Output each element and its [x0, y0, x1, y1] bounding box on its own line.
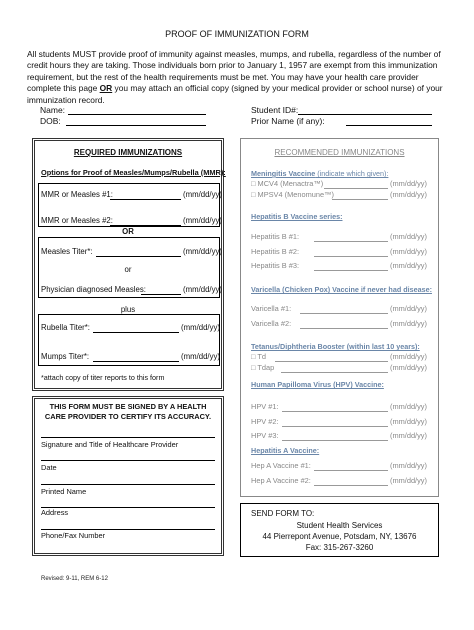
phone-fax-label: Phone/Fax Number — [41, 531, 106, 540]
varicella2-suffix: (mm/dd/yy) — [390, 319, 427, 328]
required-header: REQUIRED IMMUNIZATIONS — [73, 148, 183, 157]
physician-field[interactable] — [141, 285, 181, 295]
measles-titer-suffix: (mm/dd/yy) — [183, 247, 222, 256]
hepb3-label: Hepatitis B #3: — [251, 261, 300, 270]
rubella-field[interactable] — [93, 323, 179, 333]
hpv1-suffix: (mm/dd/yy) — [390, 402, 427, 411]
hepa1-suffix: (mm/dd/yy) — [390, 461, 427, 470]
hepb1-suffix: (mm/dd/yy) — [390, 232, 427, 241]
mmr2-suffix: (mm/dd/yy) — [183, 216, 222, 225]
hepa2-label: Hep A Vaccine #2: — [251, 476, 311, 485]
send-line2: 44 Pierrepont Avenue, Potsdam, NY, 13676 — [262, 532, 417, 541]
hepb2-suffix: (mm/dd/yy) — [390, 247, 427, 256]
send-line3: Fax: 315-267-3260 — [305, 543, 374, 552]
dob-label: DOB: — [40, 116, 61, 126]
intro-text: All students MUST provide proof of immunity against measles, mumps, and rubella, regardless of the number of credit hours they are taking. Those individuals born prior to January 1, 1957 are exempt from this immunization requirement, but the rest of the health requirements must be met. You may have your health care provider complete this page — [27, 49, 441, 94]
hpv3-label: HPV #3: — [251, 431, 279, 440]
meningitis-header — [251, 169, 388, 178]
hepa-header: Hepatitis A Vaccine: — [251, 446, 320, 455]
hpv-header: Human Papilloma Virus (HPV) Vaccine: — [251, 380, 384, 389]
revision-footer: Revised: 9-11, REM 6-12 — [41, 576, 108, 582]
name-field[interactable] — [68, 105, 206, 115]
address-label: Address — [41, 508, 69, 517]
printed-name-field[interactable] — [41, 475, 215, 485]
hpv3-suffix: (mm/dd/yy) — [390, 431, 427, 440]
signature-header-line1: THIS FORM MUST BE SIGNED BY A HEALTH — [49, 402, 207, 411]
phone-fax-field[interactable] — [41, 520, 215, 530]
hepb2-field[interactable] — [314, 247, 388, 257]
titer-note: *attach copy of titer reports to this form — [41, 373, 165, 382]
mcv4-option[interactable] — [251, 179, 323, 188]
varicella2-field[interactable] — [300, 319, 388, 329]
td-suffix: (mm/dd/yy) — [390, 352, 427, 361]
hepb-header: Hepatitis B Vaccine series: — [251, 212, 343, 221]
varicella2-label: Varicella #2: — [251, 319, 292, 328]
dob-field[interactable] — [66, 116, 206, 126]
measles-titer-field[interactable] — [96, 247, 181, 257]
hepb3-field[interactable] — [314, 261, 388, 271]
rubella-label: Rubella Titer*: — [41, 323, 90, 332]
tdap-suffix: (mm/dd/yy) — [390, 363, 427, 372]
plus-separator: plus — [120, 305, 136, 314]
meningitis-title: Meningitis Vaccine — [251, 169, 316, 178]
tdap-label: Tdap — [257, 363, 275, 372]
prior-name-label: Prior Name (if any): — [251, 116, 325, 126]
hpv2-suffix: (mm/dd/yy) — [390, 417, 427, 426]
send-line1: Student Health Services — [296, 521, 383, 530]
recommended-header: RECOMMENDED IMMUNIZATIONS — [274, 148, 405, 157]
or-lower: or — [124, 265, 132, 274]
hepb1-label: Hepatitis B #1: — [251, 232, 300, 241]
hpv2-label: HPV #2: — [251, 417, 279, 426]
prior-name-field[interactable] — [346, 116, 432, 126]
printed-name-label: Printed Name — [41, 487, 87, 496]
mmr1-field[interactable] — [110, 190, 181, 200]
physician-suffix: (mm/dd/yy) — [183, 285, 222, 294]
varicella1-suffix: (mm/dd/yy) — [390, 304, 427, 313]
mcv4-suffix: (mm/dd/yy) — [390, 179, 427, 188]
date-label: Date — [41, 463, 57, 472]
hepa2-suffix: (mm/dd/yy) — [390, 476, 427, 485]
hpv3-field[interactable] — [282, 431, 388, 441]
mpsv4-label: MPSV4 (Menomune™) — [257, 190, 334, 199]
varicella-header: Varicella (Chicken Pox) Vaccine if never had disease: — [251, 285, 432, 294]
td-field[interactable] — [275, 352, 388, 362]
td-label: Td — [257, 352, 267, 361]
checkbox-icon[interactable]: □ — [251, 190, 258, 199]
mmr1-suffix: (mm/dd/yy) — [183, 190, 222, 199]
checkbox-icon[interactable]: □ — [251, 179, 258, 188]
hpv1-label: HPV #1: — [251, 402, 279, 411]
form-title: PROOF OF IMMUNIZATION FORM — [165, 29, 309, 39]
mpsv4-suffix: (mm/dd/yy) — [390, 190, 427, 199]
signature-header-line2: CARE PROVIDER TO CERTIFY ITS ACCURACY. — [44, 412, 212, 421]
address-field[interactable] — [41, 498, 215, 508]
signature-label: Signature and Title of Healthcare Provider — [41, 440, 179, 449]
checkbox-icon[interactable]: □ — [251, 363, 258, 372]
date-field[interactable] — [41, 451, 215, 461]
hpv1-field[interactable] — [282, 402, 388, 412]
hepa1-field[interactable] — [314, 461, 388, 471]
or-separator: OR — [122, 227, 134, 236]
measles-titer-label: Measles Titer*: — [41, 247, 93, 256]
checkbox-icon[interactable]: □ — [251, 352, 258, 361]
varicella1-label: Varicella #1: — [251, 304, 292, 313]
hepb2-label: Hepatitis B #2: — [251, 247, 300, 256]
signature-field[interactable] — [41, 428, 215, 438]
physician-label: Physician diagnosed Measles: — [41, 285, 146, 294]
intro-or: OR — [99, 83, 113, 94]
td-option[interactable] — [251, 352, 266, 361]
send-header: SEND FORM TO: — [251, 509, 315, 518]
tetanus-header: Tetanus/Diphtheria Booster (within last 10 years): — [251, 342, 420, 351]
hepb1-field[interactable] — [314, 232, 388, 242]
hepa2-field[interactable] — [314, 476, 388, 486]
intro-paragraph — [27, 49, 451, 106]
mpsv4-option[interactable] — [251, 190, 334, 199]
mumps-field[interactable] — [93, 352, 179, 362]
mmr2-label: MMR or Measles #2: — [41, 216, 113, 225]
tdap-option[interactable] — [251, 363, 274, 372]
mumps-suffix: (mm/dd/yy) — [181, 352, 220, 361]
mcv4-field[interactable] — [324, 179, 388, 189]
meningitis-hint: (indicate which given): — [315, 169, 389, 178]
hpv2-field[interactable] — [282, 417, 388, 427]
mmr2-field[interactable] — [110, 216, 181, 226]
mumps-label: Mumps Titer*: — [41, 352, 90, 361]
student-id-field[interactable] — [298, 105, 432, 115]
varicella1-field[interactable] — [300, 304, 388, 314]
rubella-suffix: (mm/dd/yy) — [181, 323, 220, 332]
name-label: Name: — [40, 105, 66, 115]
tdap-field[interactable] — [281, 363, 388, 373]
intro-tail: you may attach an official copy (signed by your medical provider or school nurse) of your immunization record. — [27, 83, 443, 105]
student-id-label: Student ID#: — [251, 105, 299, 115]
hepa1-label: Hep A Vaccine #1: — [251, 461, 311, 470]
mmr-options-header: Options for Proof of Measles/Mumps/Rubella (MMR): — [41, 168, 226, 177]
hepb3-suffix: (mm/dd/yy) — [390, 261, 427, 270]
mcv4-label: MCV4 (Menactra™) — [257, 179, 324, 188]
mpsv4-field[interactable] — [332, 190, 388, 200]
mmr1-label: MMR or Measles #1: — [41, 190, 113, 199]
